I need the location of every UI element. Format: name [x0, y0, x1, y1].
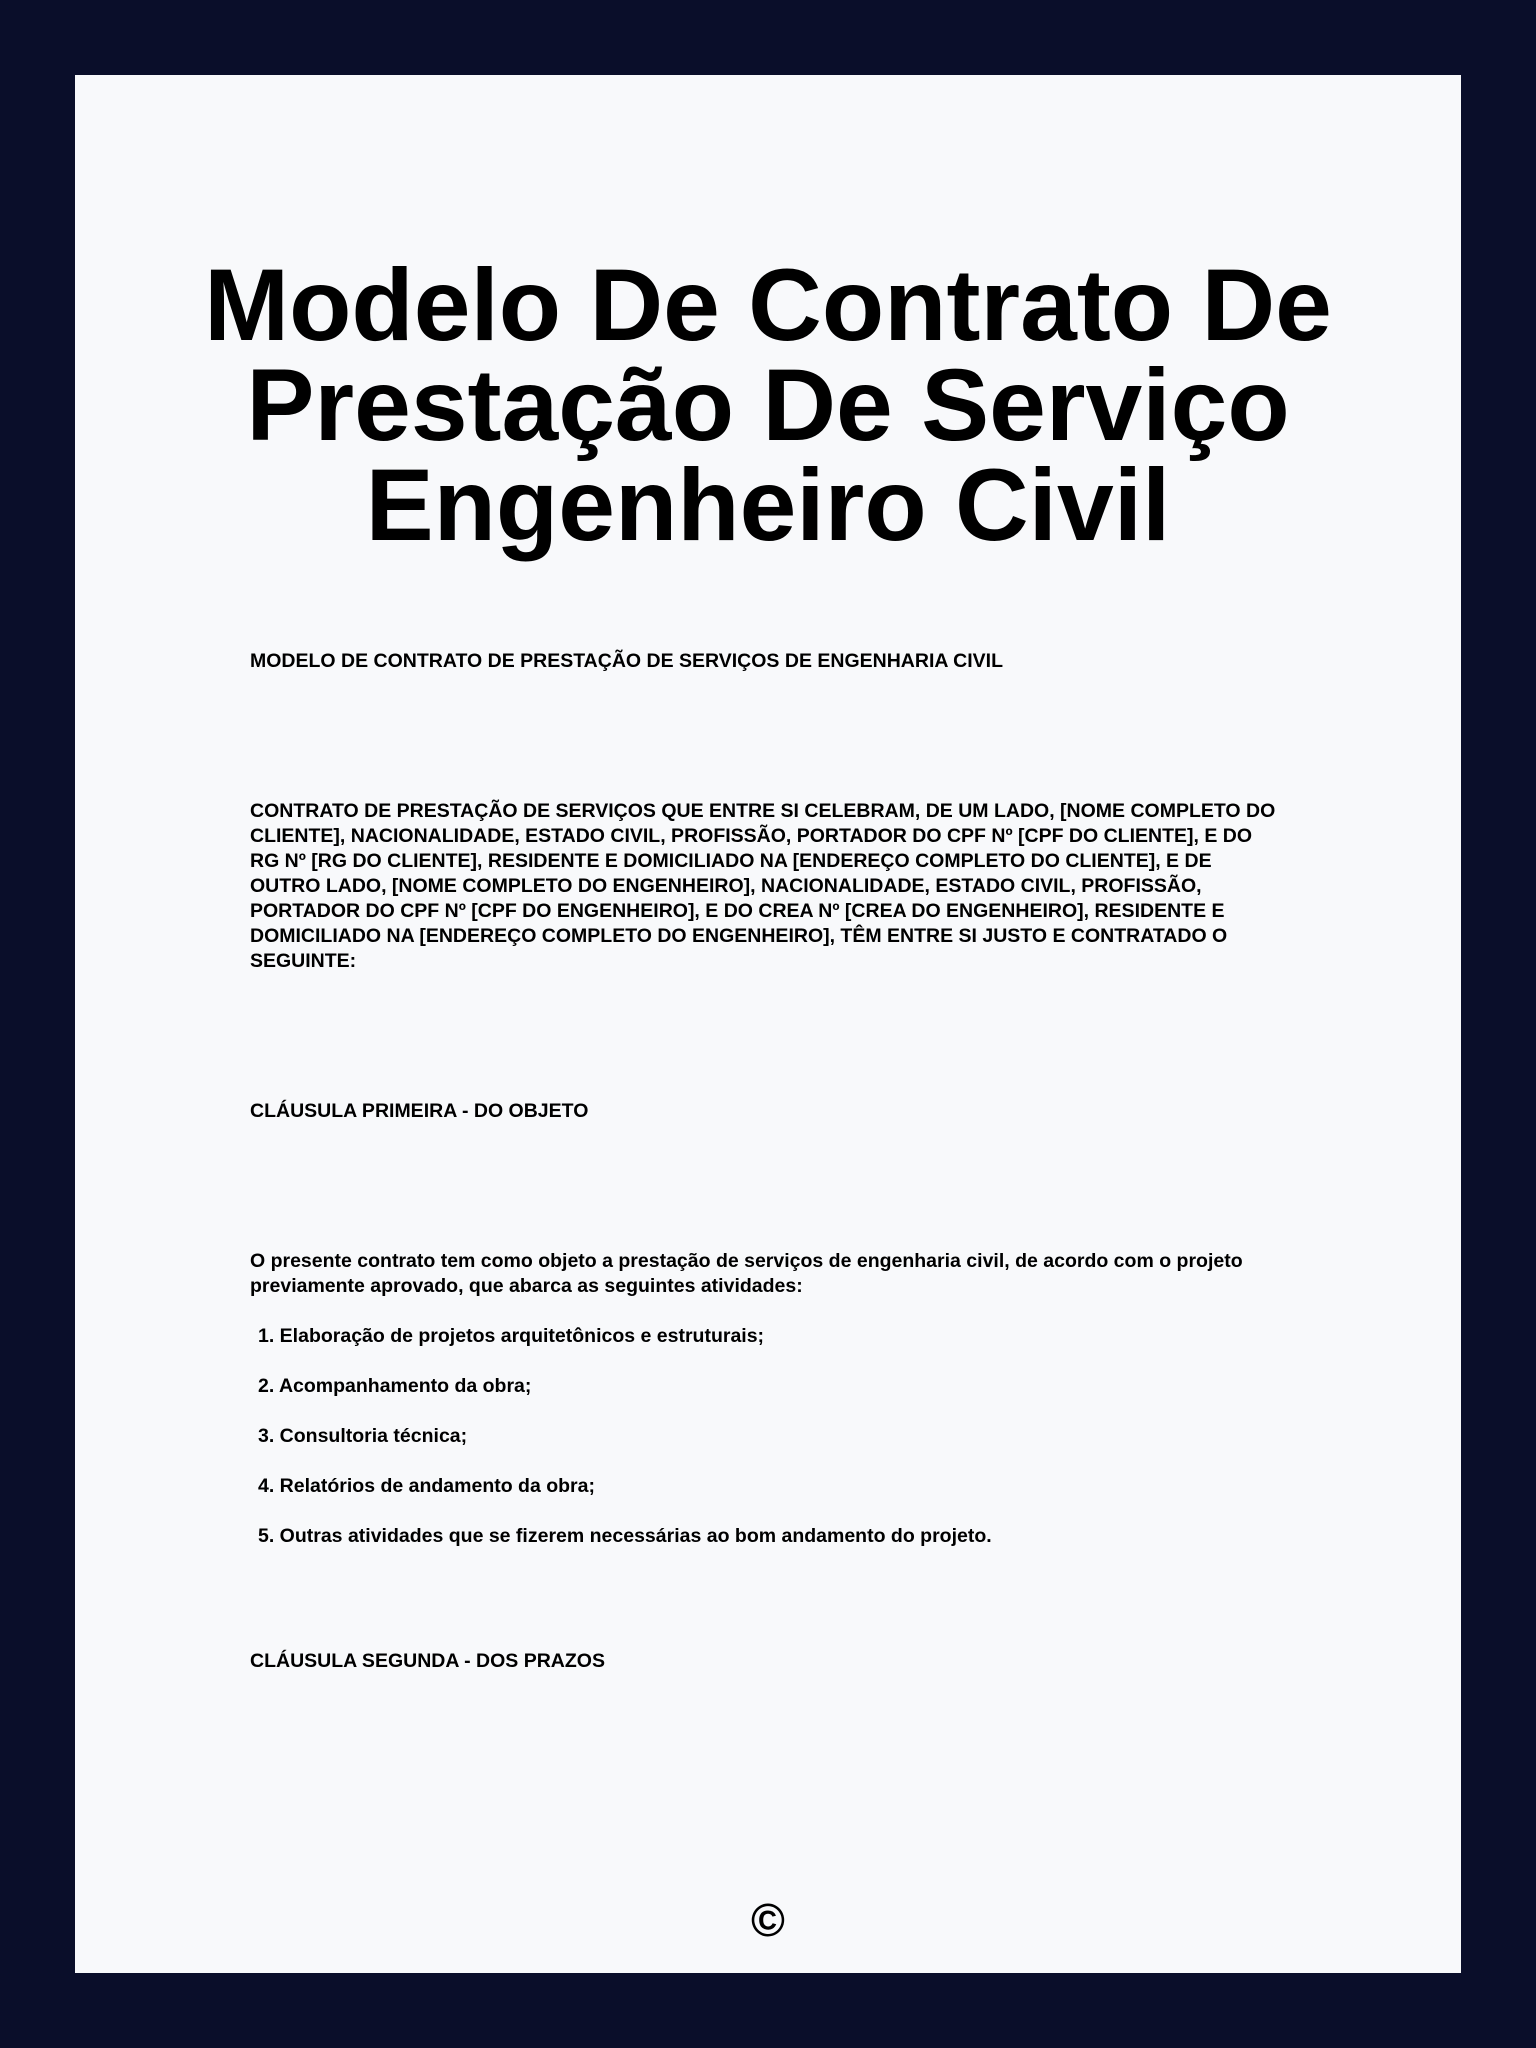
list-item: 5. Outras atividades que se fizerem necessárias ao bom andamento do projeto. — [258, 1525, 992, 1547]
list-item: 4. Relatórios de andamento da obra; — [258, 1475, 595, 1497]
list-item: 1. Elaboração de projetos arquitetônicos e estruturais; — [258, 1325, 765, 1347]
activities-list — [250, 1324, 1286, 1549]
list-item: 3. Consultoria técnica; — [258, 1425, 468, 1447]
clause-first-body: O presente contrato tem como objeto a prestação de serviços de engenharia civil, de acordo com o projeto previamente aprovado, que abarca as seguintes atividades: — [250, 1250, 1243, 1297]
document-page — [75, 75, 1461, 1973]
clause-first-heading: CLÁUSULA PRIMEIRA - DO OBJETO — [250, 1100, 589, 1122]
contract-intro-paragraph: CONTRATO DE PRESTAÇÃO DE SERVIÇOS QUE ENTRE SI CELEBRAM, DE UM LADO, [NOME COMPLETO DO CLIENTE], NACIONALIDADE, ESTADO CIVIL, PROFISSÃO, PORTADOR DO CPF Nº [CPF DO CLIENTE], E DO RG Nº [RG DO CLIENTE], RESIDENTE E DOMICILIADO NA [ENDEREÇO COMPLETO DO CLIENTE], E DE OUTRO LADO, [NOME COMPLETO DO ENGENHEIRO], NACIONALIDADE, ESTADO CIVIL, PROFISSÃO, PORTADOR DO CPF Nº [CPF DO ENGENHEIRO], E DO CREA Nº [CREA DO ENGENHEIRO], RESIDENTE E DOMICILIADO NA [ENDEREÇO COMPLETO DO ENGENHEIRO], TÊM ENTRE SI JUSTO E CONTRATADO O SEGUINTE: — [250, 800, 1276, 972]
document-content — [250, 649, 1286, 1674]
clause-second-heading: CLÁUSULA SEGUNDA - DOS PRAZOS — [250, 1650, 605, 1672]
contract-model-heading: MODELO DE CONTRATO DE PRESTAÇÃO DE SERVIÇOS DE ENGENHARIA CIVIL — [250, 650, 1003, 672]
document-title: Modelo De Contrato De Prestação De Serviço Engenheiro Civil — [204, 248, 1332, 562]
copyright-icon: © — [751, 1894, 785, 1946]
list-item: 2. Acompanhamento da obra; — [258, 1375, 532, 1397]
